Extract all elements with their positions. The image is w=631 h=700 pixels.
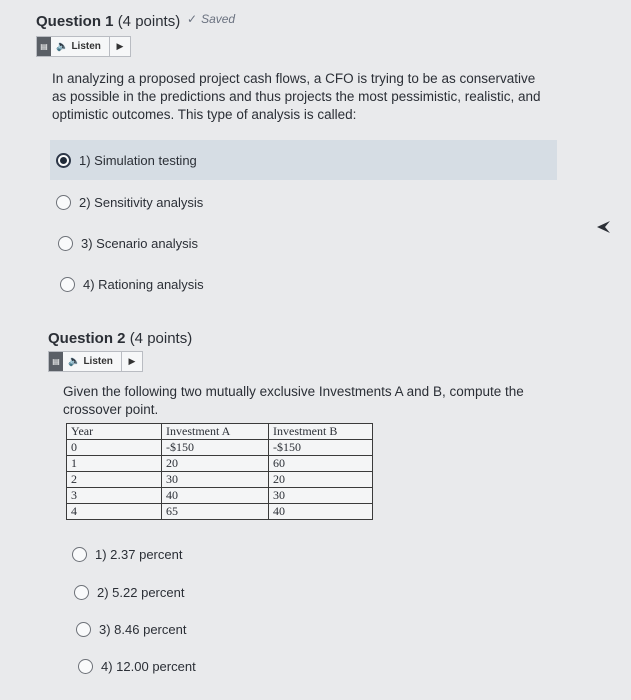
- radio-button[interactable]: [72, 547, 87, 562]
- saved-status: [187, 12, 235, 26]
- q1-option-4-label: 4) Rationing analysis: [83, 277, 204, 292]
- listen-button-q2[interactable]: [48, 351, 143, 372]
- q2-option-4-label: 4) 12.00 percent: [101, 659, 196, 674]
- table-row: [67, 504, 373, 520]
- question-2-prompt: Given the following two mutually exclusive Investments A and B, compute the crossover point.: [63, 384, 524, 417]
- q2-option-3-label: 3) 8.46 percent: [99, 622, 187, 637]
- table-header: Investment A: [162, 424, 269, 440]
- q1-option-1[interactable]: [56, 153, 197, 168]
- text-to-speech-icon: ▤: [37, 37, 51, 56]
- question-2-title: Question 2: [48, 330, 126, 347]
- table-row: [67, 440, 373, 456]
- table-cell: 2: [67, 472, 162, 488]
- radio-selected[interactable]: [56, 153, 71, 168]
- table-cell: -$150: [269, 440, 373, 456]
- table-cell: 60: [269, 456, 373, 472]
- table-cell: 1: [67, 456, 162, 472]
- q2-option-4[interactable]: [78, 659, 196, 674]
- table-row: [67, 488, 373, 504]
- table-cell: 30: [269, 488, 373, 504]
- table-cell: 20: [162, 456, 269, 472]
- table-row: [67, 456, 373, 472]
- table-header: Investment B: [269, 424, 373, 440]
- radio-button[interactable]: [58, 236, 73, 251]
- question-1-heading: [36, 13, 180, 30]
- radio-button[interactable]: [76, 622, 91, 637]
- question-2-heading: [48, 330, 192, 347]
- play-icon[interactable]: ▶: [116, 41, 124, 51]
- radio-button[interactable]: [60, 277, 75, 292]
- q2-option-2-label: 2) 5.22 percent: [97, 585, 185, 600]
- q1-option-1-label: 1) Simulation testing: [79, 153, 197, 168]
- table-cell: 40: [269, 504, 373, 520]
- speaker-icon: 🔈: [56, 41, 69, 52]
- q2-option-1[interactable]: [72, 547, 182, 562]
- q1-option-2[interactable]: [56, 195, 203, 210]
- listen-button-q1[interactable]: [36, 36, 131, 57]
- text-to-speech-icon: ▤: [49, 352, 63, 371]
- question-1-points: (4 points): [117, 13, 181, 30]
- investment-table: [66, 423, 373, 520]
- mouse-cursor-icon: [596, 219, 612, 235]
- table-cell: -$150: [162, 440, 269, 456]
- question-2-points: (4 points): [129, 330, 193, 347]
- radio-button[interactable]: [74, 585, 89, 600]
- table-cell: 0: [67, 440, 162, 456]
- question-1-title: Question 1: [36, 13, 114, 30]
- table-cell: 65: [162, 504, 269, 520]
- checkmark-icon: ✓: [187, 12, 198, 26]
- q1-option-3[interactable]: [58, 236, 198, 251]
- q1-option-3-label: 3) Scenario analysis: [81, 236, 199, 251]
- listen-label: Listen: [83, 356, 113, 367]
- q2-option-3[interactable]: [76, 622, 186, 637]
- question-1-prompt: In analyzing a proposed project cash flows, a CFO is trying to be as conservative as possible in the predictions and thus projects the most pessimistic, realistic, and optimistic outcomes. This type of analysis is called:: [52, 71, 541, 122]
- saved-label: Saved: [201, 12, 236, 26]
- table-cell: 40: [162, 488, 269, 504]
- speaker-icon: 🔈: [68, 356, 81, 367]
- table-row: [67, 472, 373, 488]
- q2-option-2[interactable]: [74, 585, 184, 600]
- table-cell: 30: [162, 472, 269, 488]
- table-cell: 4: [67, 504, 162, 520]
- q2-option-1-label: 1) 2.37 percent: [95, 547, 183, 562]
- radio-button[interactable]: [78, 659, 93, 674]
- radio-button[interactable]: [56, 195, 71, 210]
- table-header-row: [67, 424, 373, 440]
- listen-label: Listen: [71, 41, 101, 52]
- q1-option-4[interactable]: [60, 277, 204, 292]
- q1-option-2-label: 2) Sensitivity analysis: [79, 195, 204, 210]
- table-header: Year: [67, 424, 162, 440]
- table-cell: 3: [67, 488, 162, 504]
- play-icon[interactable]: ▶: [128, 356, 136, 366]
- table-cell: 20: [269, 472, 373, 488]
